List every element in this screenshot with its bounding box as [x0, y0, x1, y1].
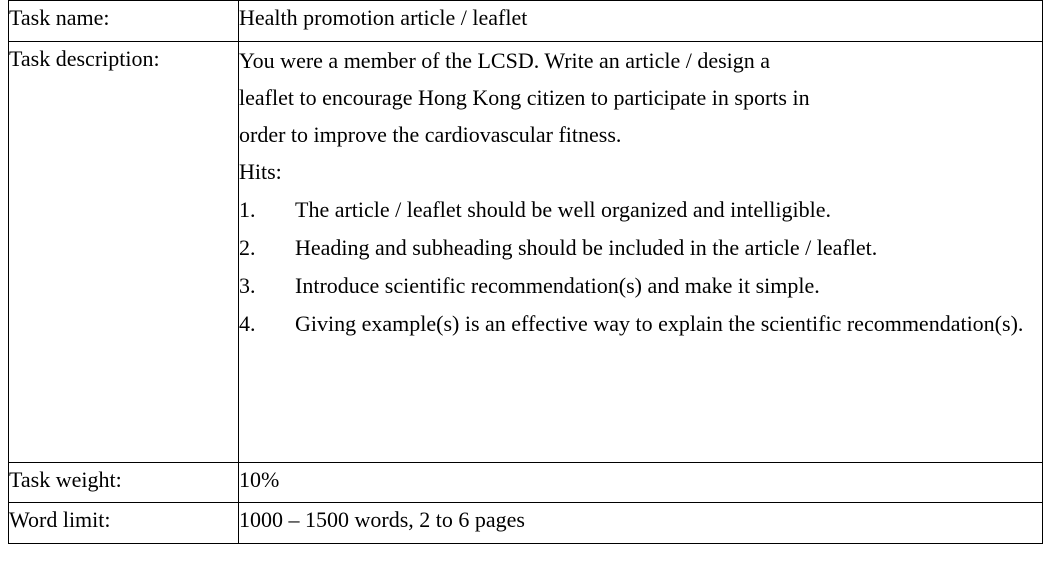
hint-text: Heading and subheading should be included in the article / leaflet. — [295, 235, 878, 260]
hint-number: 3. — [239, 273, 256, 298]
task-name-row — [9, 1, 1043, 42]
description-paragraph — [239, 42, 1042, 153]
task-name-value: Health promotion article / leaflet — [239, 1, 1043, 42]
task-name-label: Task name: — [9, 1, 239, 42]
task-description-row — [9, 42, 1043, 463]
word-limit-row — [9, 503, 1043, 544]
task-table — [8, 0, 1043, 544]
hint-number: 1. — [239, 197, 256, 222]
hint-item — [239, 267, 1042, 305]
task-description-label: Task description: — [9, 42, 239, 463]
hint-number: 2. — [239, 235, 256, 260]
hint-text: Giving example(s) is an effective way to explain the scientific recommendation(s). — [295, 311, 1024, 336]
task-weight-row — [9, 463, 1043, 503]
hint-text: The article / leaflet should be well organized and intelligible. — [295, 197, 831, 222]
hint-item — [239, 191, 1042, 229]
task-description-value — [239, 42, 1043, 463]
hint-list — [239, 191, 1042, 343]
hint-number: 4. — [239, 311, 256, 336]
task-weight-value: 10% — [239, 463, 1043, 503]
word-limit-label: Word limit: — [9, 503, 239, 544]
word-limit-value: 1000 – 1500 words, 2 to 6 pages — [239, 503, 1043, 544]
description-line: order to improve the cardiovascular fitness. — [239, 122, 622, 147]
description-line: You were a member of the LCSD. Write an article / design a — [239, 48, 771, 73]
hint-text: Introduce scientific recommendation(s) and make it simple. — [295, 273, 820, 298]
description-line: leaflet to encourage Hong Kong citizen to participate in sports in — [239, 85, 810, 110]
hint-item — [239, 305, 1042, 343]
hint-item — [239, 229, 1042, 267]
hints-label: Hits: — [239, 159, 282, 184]
task-weight-label: Task weight: — [9, 463, 239, 503]
